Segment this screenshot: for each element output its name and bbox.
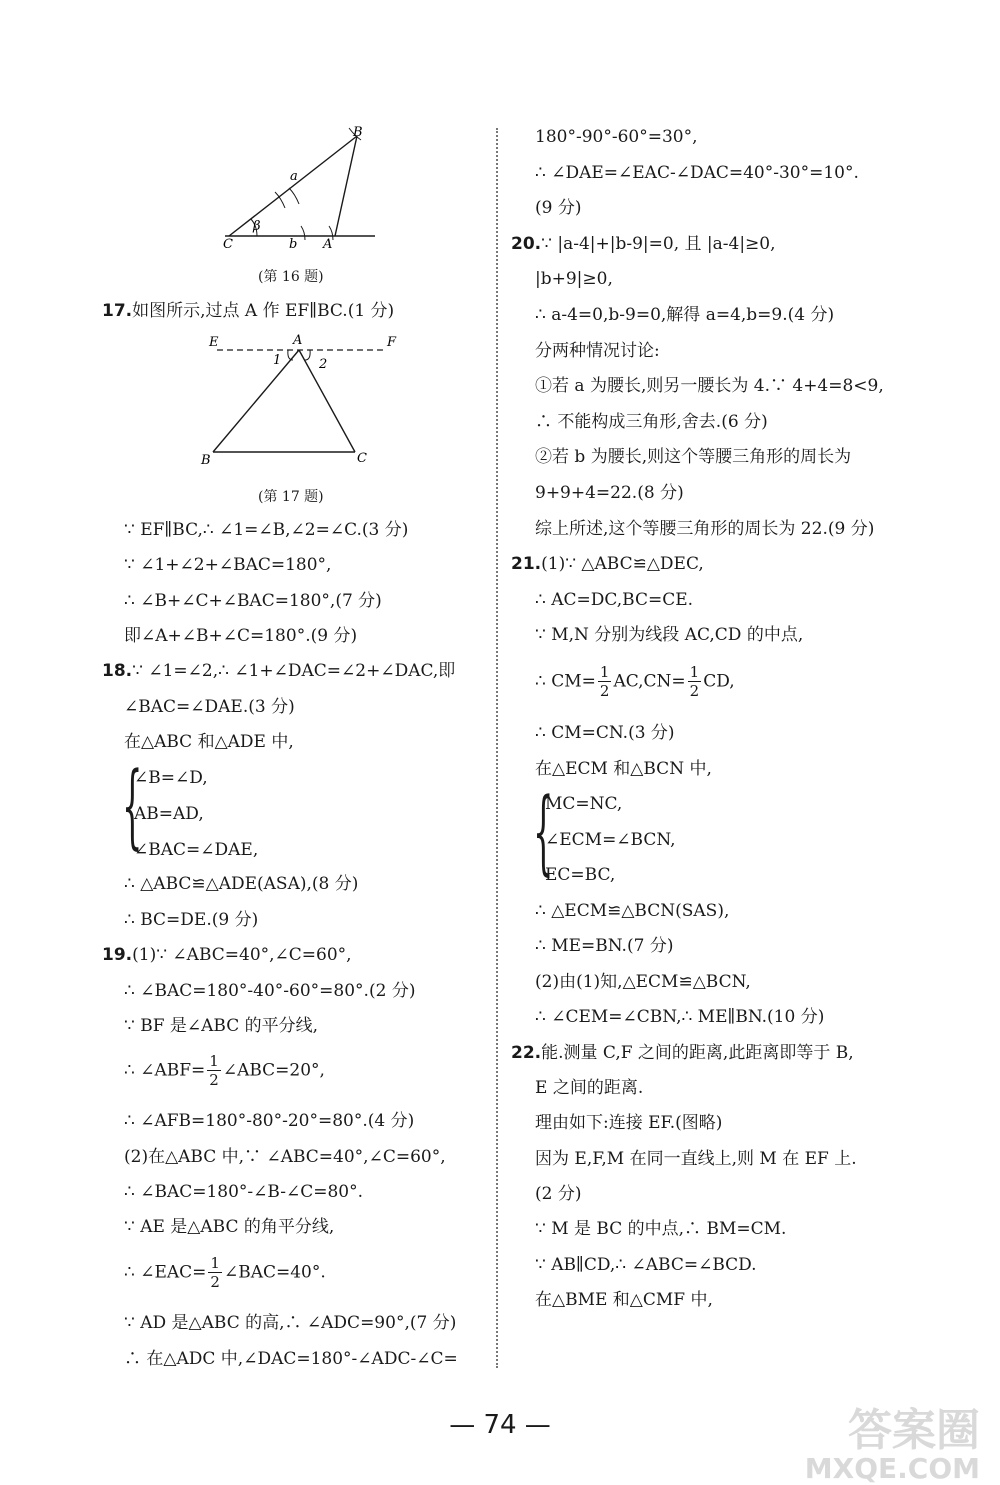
fraction-denominator: 2 — [689, 682, 700, 700]
fraction-denominator: 2 — [209, 1071, 219, 1089]
fig16-label-b: b — [289, 237, 298, 252]
q20-text-1: ∵ |a-4|+|b-9|=0, 且 |a-4|≥0, — [541, 234, 776, 254]
q17-line-5: 即∠A+∠B+∠C=180°.(9 分) — [124, 626, 358, 646]
q19-line-10: ∵ AD 是△ABC 的高,∴ ∠ADC=90°,(7 分) — [124, 1313, 457, 1333]
q22-line-6: ∵ M 是 BC 的中点,∴ BM=CM. — [535, 1219, 787, 1239]
watermark-top-text: 答案圈 — [848, 1405, 980, 1456]
q20-line-7: ②若 b 为腰长,则这个等腰三角形的周长为 — [535, 447, 852, 467]
fraction-numerator: 1 — [689, 663, 700, 681]
q18-brace-line-1: ∠B=∠D, — [134, 768, 208, 788]
q17-text-1: 如图所示,过点 A 作 EF∥BC.(1 分) — [132, 301, 395, 321]
fraction-numerator: 1 — [599, 663, 610, 681]
q21-line-7: ∴ △ECM≌△BCN(SAS), — [535, 901, 730, 921]
figure-17-caption: (第 17 题) — [258, 489, 324, 505]
q21-line-1 — [511, 553, 704, 575]
fig16-label-C: C — [223, 237, 233, 252]
q19-line-4-b: ∠ABC=20°, — [222, 1060, 325, 1081]
fig16-label-A: A — [323, 237, 333, 252]
q20-line-3: ∴ a-4=0,b-9=0,解得 a=4,b=9.(4 分) — [535, 305, 835, 325]
watermark-logo — [804, 1405, 980, 1485]
q22-line-5: (2 分) — [535, 1184, 582, 1204]
q22-line-2: E 之间的距离. — [535, 1078, 644, 1098]
q21-brace: { — [533, 778, 554, 885]
q17-line-1 — [102, 300, 394, 322]
q18-number: 18. — [102, 661, 133, 681]
fraction-denominator: 2 — [210, 1273, 220, 1291]
fig16-label-beta: β — [253, 219, 261, 234]
q21-brace-line-2: ∠ECM=∠BCN, — [545, 830, 676, 850]
q19-cont-line-1: 180°-90°-60°=30°, — [535, 127, 698, 147]
q18-brace-line-2: AB=AD, — [134, 804, 204, 824]
q21-brace-line-1: MC=NC, — [545, 794, 623, 814]
q21-line-5: ∴ CM=CN.(3 分) — [535, 723, 675, 743]
q21-line-4-a: ∴ CM= — [535, 671, 596, 692]
fraction-one-half — [207, 1052, 221, 1089]
q17-number: 17. — [102, 301, 133, 321]
figure-17 — [195, 330, 410, 470]
q20-line-6: ∴ 不能构成三角形,舍去.(6 分) — [535, 412, 768, 432]
fraction-one-half — [598, 663, 612, 700]
q18-line-4: ∴ △ABC≌△ADE(ASA),(8 分) — [124, 874, 359, 894]
q19-text-1: (1)∵ ∠ABC=40°,∠C=60°, — [132, 945, 352, 965]
fraction-numerator: 1 — [209, 1052, 219, 1070]
q19-line-9 — [124, 1254, 326, 1291]
q22-line-1 — [511, 1042, 854, 1064]
q20-line-2: |b+9|≥0, — [535, 269, 613, 289]
q22-line-3: 理由如下:连接 EF.(图略) — [535, 1113, 723, 1133]
q19-cont-line-2: ∴ ∠DAE=∠EAC-∠DAC=40°-30°=10°. — [535, 163, 859, 183]
q19-line-4-a: ∴ ∠ABF= — [124, 1060, 206, 1081]
q20-line-1 — [511, 233, 776, 255]
q21-line-4-c: CD, — [703, 671, 735, 692]
q18-line-3: 在△ABC 和△ADE 中, — [124, 732, 294, 752]
fig17-label-A: A — [293, 333, 303, 348]
q20-line-5: ①若 a 为腰长,则另一腰长为 4.∵ 4+4=8<9, — [535, 376, 884, 396]
q18-line-2: ∠BAC=∠DAE.(3 分) — [124, 697, 295, 717]
fraction-denominator: 2 — [599, 682, 610, 700]
q21-brace-line-3: EC=BC, — [545, 865, 616, 885]
fig17-label-1: 1 — [273, 353, 282, 368]
q21-line-8: ∴ ME=BN.(7 分) — [535, 936, 674, 956]
q19-line-8: ∵ AE 是△ABC 的角平分线, — [124, 1217, 335, 1237]
q19-line-11: ∴ 在△ADC 中,∠DAC=180°-∠ADC-∠C= — [124, 1349, 458, 1369]
q22-line-7: ∵ AB∥CD,∴ ∠ABC=∠BCD. — [535, 1255, 757, 1275]
q20-number: 20. — [511, 234, 542, 254]
q17-line-3: ∵ ∠1+∠2+∠BAC=180°, — [124, 555, 332, 575]
q22-number: 22. — [511, 1043, 542, 1063]
q19-number: 19. — [102, 945, 133, 965]
q22-line-8: 在△BME 和△CMF 中, — [535, 1290, 713, 1310]
q17-line-2: ∵ EF∥BC,∴ ∠1=∠B,∠2=∠C.(3 分) — [124, 520, 409, 540]
fraction-one-half — [688, 663, 702, 700]
q21-line-4-b: AC,CN= — [613, 671, 686, 692]
q19-line-1 — [102, 944, 352, 966]
q22-line-4: 因为 E,F,M 在同一直线上,则 M 在 EF 上. — [535, 1149, 857, 1169]
q21-line-2: ∴ AC=DC,BC=CE. — [535, 590, 694, 610]
q18-line-5: ∴ BC=DE.(9 分) — [124, 910, 259, 930]
q18-line-1 — [102, 660, 455, 682]
q17-line-4: ∴ ∠B+∠C+∠BAC=180°,(7 分) — [124, 591, 382, 611]
q21-line-9: (2)由(1)知,△ECM≌△BCN, — [535, 972, 751, 992]
fig17-label-B: B — [201, 453, 211, 468]
q19-line-7: ∴ ∠BAC=180°-∠B-∠C=80°. — [124, 1182, 364, 1202]
fig17-label-C: C — [357, 451, 367, 466]
fig17-label-2: 2 — [319, 357, 328, 372]
figure-16-caption: (第 16 题) — [258, 269, 324, 285]
q19-cont-line-3: (9 分) — [535, 198, 582, 218]
q19-line-2: ∴ ∠BAC=180°-40°-60°=80°.(2 分) — [124, 981, 416, 1001]
q19-line-9-a: ∴ ∠EAC= — [124, 1262, 207, 1283]
q20-line-4: 分两种情况讨论: — [535, 341, 660, 361]
q18-brace: { — [122, 752, 143, 859]
q19-line-5: ∴ ∠AFB=180°-80°-20°=80°.(4 分) — [124, 1111, 415, 1131]
q19-line-4 — [124, 1052, 325, 1089]
q19-line-9-b: ∠BAC=40°. — [223, 1262, 326, 1283]
q21-line-6: 在△ECM 和△BCN 中, — [535, 759, 712, 779]
figure-16 — [215, 122, 385, 252]
fig17-label-F: F — [387, 335, 397, 350]
q21-line-10: ∴ ∠CEM=∠CBN,∴ ME∥BN.(10 分) — [535, 1007, 825, 1027]
watermark-bottom-text: MXQE.COM — [804, 1452, 980, 1485]
q21-text-1: (1)∵ △ABC≌△DEC, — [541, 554, 704, 574]
column-divider — [496, 128, 498, 1368]
q19-line-3: ∵ BF 是∠ABC 的平分线, — [124, 1016, 319, 1036]
q22-text-1: 能.测量 C,F 之间的距离,此距离即等于 B, — [541, 1043, 854, 1063]
q18-brace-line-3: ∠BAC=∠DAE, — [134, 840, 259, 860]
fig17-label-E: E — [209, 335, 219, 350]
fraction-one-half — [208, 1254, 222, 1291]
page-number: — 74 — — [449, 1410, 551, 1440]
fraction-numerator: 1 — [210, 1254, 220, 1272]
q20-line-8: 9+9+4=22.(8 分) — [535, 483, 684, 503]
fig16-label-a: a — [290, 169, 298, 184]
q20-line-9: 综上所述,这个等腰三角形的周长为 22.(9 分) — [535, 519, 875, 539]
q21-number: 21. — [511, 554, 542, 574]
q21-line-3: ∵ M,N 分别为线段 AC,CD 的中点, — [535, 625, 804, 645]
q21-line-4 — [535, 663, 735, 700]
q18-text-1: ∵ ∠1=∠2,∴ ∠1+∠DAC=∠2+∠DAC,即 — [132, 661, 456, 681]
fig16-label-B: B — [353, 125, 363, 140]
q19-line-6: (2)在△ABC 中,∵ ∠ABC=40°,∠C=60°, — [124, 1147, 446, 1167]
